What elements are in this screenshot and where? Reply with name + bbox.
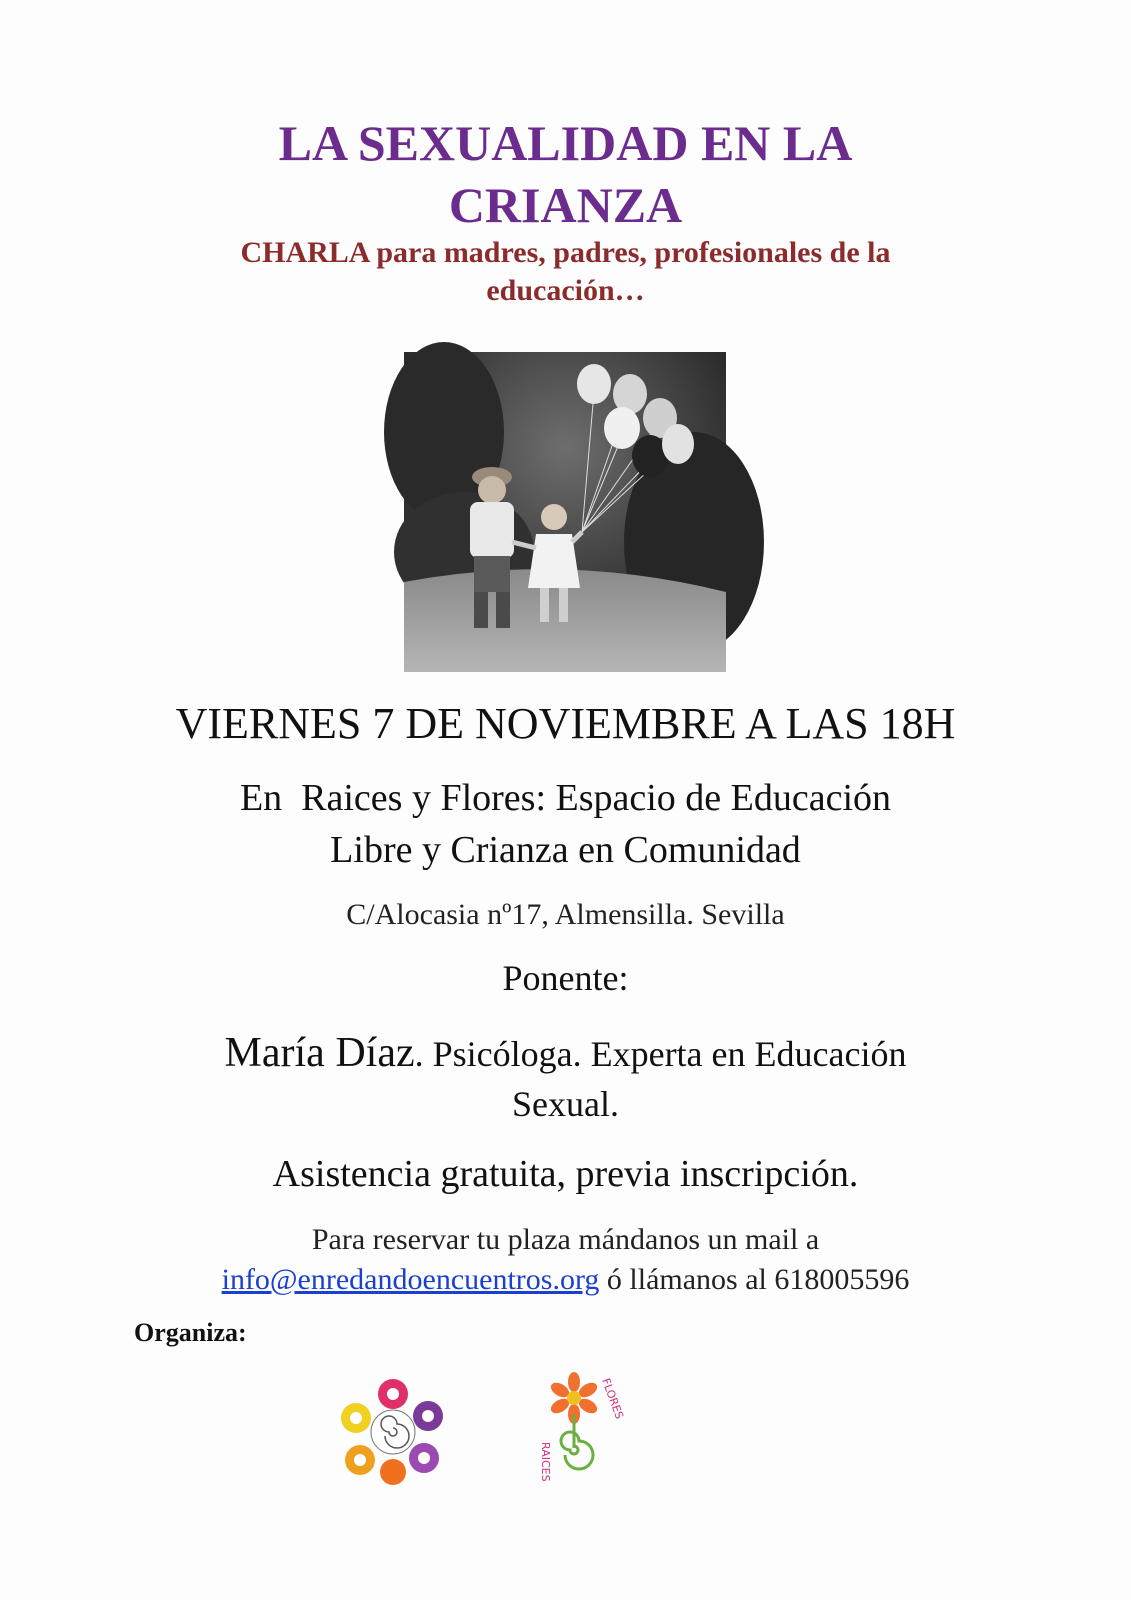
speaker-line-1: [150, 1028, 981, 1079]
event-venue: [140, 772, 991, 876]
reserve-line-1: Para reservar tu plaza mándanos un mail a: [311, 1223, 820, 1256]
logo-word-flores: FLORES: [599, 1376, 626, 1421]
flower-logo-icon: [336, 1380, 450, 1484]
raices-y-flores-logo: [534, 1366, 626, 1484]
reserve-line-2: [0, 1260, 1131, 1300]
speaker-line-2: Sexual.: [512, 1084, 619, 1124]
speaker-info: [150, 1028, 981, 1129]
title-line-2: CRIANZA: [448, 177, 683, 233]
email-link[interactable]: info@enredandoencuentros.org: [221, 1263, 600, 1296]
organizer-label: Organiza:: [134, 1318, 247, 1347]
speaker-name: María Díaz: [224, 1030, 415, 1076]
poster-title: [0, 112, 1131, 236]
subtitle-line-1: CHARLA para madres, padres, profesionales de la: [240, 236, 891, 269]
event-date: VIERNES 7 DE NOVIEMBRE A LAS 18H: [175, 699, 956, 748]
children-balloons-photo: [404, 352, 726, 672]
speaker-description: . Psicóloga. Experta en Educación: [414, 1034, 907, 1074]
subtitle-line-2: educación…: [486, 274, 645, 307]
event-address: C/Alocasia nº17, Almensilla. Sevilla: [346, 898, 785, 931]
phone-text: ó llámanos al 618005596: [599, 1263, 910, 1296]
poster-subtitle: [140, 234, 991, 310]
venue-line-2: Libre y Crianza en Comunidad: [330, 829, 801, 871]
title-line-1: LA SEXUALIDAD EN LA: [278, 115, 853, 171]
attendance-note: Asistencia gratuita, previa inscripción.: [272, 1153, 859, 1195]
venue-line-1: En Raices y Flores: Espacio de Educación: [239, 777, 892, 819]
photo-illustration: [404, 352, 726, 672]
enredando-encuentros-logo: [336, 1380, 450, 1484]
flower-spiral-logo-icon: [534, 1366, 626, 1484]
reservation-info: [0, 1220, 1131, 1300]
logo-word-raices: RAICES: [539, 1442, 552, 1482]
speaker-label: Ponente:: [502, 958, 629, 998]
